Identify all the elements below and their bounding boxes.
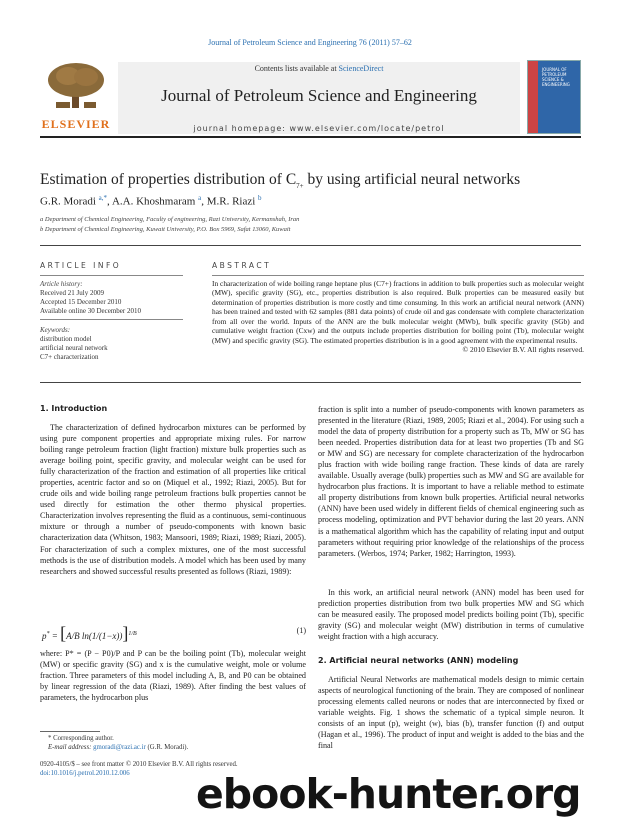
abstract-body (212, 279, 584, 355)
watermark-text: ebook-hunter.org (196, 770, 581, 818)
author-1-mark[interactable]: a,* (98, 194, 108, 202)
keyword-item: artificial neural network (40, 344, 108, 352)
paper-title (40, 171, 520, 190)
journal-title: Journal of Petroleum Science and Engineering (161, 86, 477, 105)
history-accepted: Accepted 15 December 2010 (40, 298, 122, 306)
masthead-rule (40, 136, 581, 138)
elsevier-logo[interactable] (40, 62, 112, 132)
email-link[interactable]: gmoradi@razi.ac.ir (93, 744, 146, 751)
abstract-heading: ABSTRACT (212, 261, 272, 270)
article-info-rule (40, 275, 183, 276)
cover-strip (528, 61, 538, 133)
intro-paragraph-4: In this work, an artificial neural network (ANN) model has been used for prediction properties distribution from two bulk properties MW and SG which can be measured easily. The proposed model predicts boiling point (Tb), specific gravity (SG) and molecular weight (MW) distribution in terms of cumulative weight fraction with a high accuracy. (318, 588, 584, 642)
journal-reference[interactable]: Journal of Petroleum Science and Engineering 76 (2011) 57–62 (208, 38, 412, 47)
author-1[interactable]: G.R. Moradi (40, 195, 96, 208)
history-received: Received 21 July 2009 (40, 289, 104, 297)
email-suffix: (G.R. Moradi). (145, 744, 189, 751)
intro-paragraph-1: The characterization of defined hydrocarbon mixtures can be performed by using pure component properties and appropriate mixing rules. For narrow boiling range petroleum fraction (light fraction) mixture bulk properties such as average boiling point, specific gravity, and molecular weight can be used for fully characterization of the fraction and estimation of all properties like critical properties, acentric factor and so on (Miquel et al., 1992; Riazi, 2005). But for crude oils and wide boiling range petroleum fractions bulk properties cannot be used directly for estimation the other thermo physical properties. Characterization involves representing the fluid as a continuous, semi-continuous mixture or through a number of pseudo-components with known basic characterization data (Whitson, 1983; Mansoori, 1989; Riazi, 1989; Riazi, 2005). For characterization of such a complex mixtures, one of the most successful methods is the use of distribution models. A model which has been used by many researchers and showed successful results presented as follows (Riazi, 1989): (40, 423, 306, 576)
equation-body: p* = [A/B ln(1/(1−x))]$^{1/B}$ (42, 623, 137, 643)
keywords-block (40, 326, 190, 362)
keyword-item: C7+ characterization (40, 353, 99, 361)
corresponding-author-note: * Corresponding author. (48, 735, 114, 742)
author-2[interactable]: A.A. Khoshmaram (111, 195, 196, 208)
abstract-rule (212, 275, 584, 276)
section-2-heading: 2. Artificial neural networks (ANN) modeling (318, 656, 519, 665)
affiliation-a: a Department of Chemical Engineering, Faculty of engineering, Razi University, Kermanshah, Iran (40, 216, 300, 223)
journal-cover-thumbnail[interactable] (527, 60, 581, 134)
sciencedirect-link[interactable]: ScienceDirect (338, 64, 384, 73)
title-suffix: by using artificial neural networks (303, 171, 521, 188)
email-line (48, 743, 308, 752)
keywords-rule (40, 319, 183, 320)
contents-prefix: Contents lists available at (254, 64, 337, 73)
article-history (40, 280, 190, 316)
author-3[interactable]: M.R. Riazi (206, 195, 256, 208)
article-info-heading: ARTICLE INFO (40, 261, 122, 270)
contents-line (118, 64, 520, 73)
ann-paragraph-1: Artificial Neural Networks are mathematical models design to mimic certain aspects of neurological functioning of the brain. They are composed of nonlinear processing elements called neurons or nodes that are interconnected by fixed or variable weights. Fig. 1 shows the schematic of a typical simple neuron. It consists of an input (p), weight (w), bias (b), transfer function (f) and output (Hagan et al., 1996). The product of input and weight is added to the bias and the final (318, 675, 584, 751)
section-1-heading: 1. Introduction (40, 404, 108, 413)
footnote-rule (40, 731, 100, 732)
issn-line: 0920-4105/$ – see front matter © 2010 Elsevier B.V. All rights reserved. (40, 761, 238, 768)
email-label: E-mail address: (48, 744, 92, 751)
intro-paragraph-3: fraction is split into a number of pseudo-components with known parameters as presented in the literature (Riazi, 1989, 2005; Riazi et al., 2004). For using such a model the data of property distribution for a property such as Tb, MW or SG has been needed. Properties distribution data for at least two properties (Tb and SG or MW and SG) are necessary for complete characterization of the hydrocarbon plus fraction with wide boiling range fraction. These kinds of data are rarely available. Usually average (bulk) properties such as MW and SG are available for hydrocarbon plus fractions. It is important to have a reliable method to estimate all property distributions from known bulk properties. Artificial neural networks (ANN) have been used widely in different fields of chemical engineering such as process modeling, optimization and PVT behavior during the last 20 years. ANN is a mathematical algorithm which has the capability of relating input and output parameters without requiring prior knowledge of the relationships of the process parameters. (Werbos, 1974; Parker, 1982; Harrington, 1993). (318, 405, 584, 558)
keywords-label: Keywords: (40, 326, 71, 334)
history-online: Available online 30 December 2010 (40, 307, 141, 315)
footnote (48, 734, 308, 752)
doi-link[interactable]: doi:10.1016/j.petrol.2010.12.006 (40, 770, 130, 777)
equation-number: (1) (296, 626, 306, 635)
affiliation-b: b Department of Chemical Engineering, Kuwait University, P.O. Box 5969, Safat 13060, Kuwait (40, 226, 291, 233)
header-rule (40, 245, 581, 246)
history-label: Article history: (40, 280, 83, 288)
keyword-item: distribution model (40, 335, 92, 343)
body-rule (40, 382, 581, 383)
author-list: G.R. Moradi $^{a,*}$, A.A. Khoshmaram $^a$, M.R. Riazi $^b$ (40, 194, 262, 208)
title-main: Estimation of properties distribution of C (40, 171, 297, 188)
elsevier-tree-icon (46, 62, 106, 110)
author-3-mark[interactable]: b (258, 194, 262, 202)
abstract-copyright: © 2010 Elsevier B.V. All rights reserved. (462, 345, 584, 355)
publisher-name: ELSEVIER (41, 117, 111, 131)
equation-1 (40, 617, 306, 645)
title-subscript: 7+ (296, 182, 304, 191)
journal-homepage[interactable]: journal homepage: www.elsevier.com/locate/petrol (193, 124, 445, 133)
author-2-mark[interactable]: a (198, 194, 202, 202)
cover-title: JOURNAL OF PETROLEUM SCIENCE & ENGINEERING (542, 67, 570, 87)
intro-paragraph-2: where: P* = (P − P0)/P and P can be the boiling point (Tb), molecular weight (MW) or specific gravity (SG) and x is the cumulative weight, mole or volume fraction. Three parameters of this model including A, B, and P0 can be obtained by linear regression of the data (Riazi, 1989). After finding the best values of parameters, the hydrocarbon plus (40, 649, 306, 703)
abstract-text: In characterization of wide boiling range heptane plus (C7+) fractions in addition to bulk properties such as molecular weight (MW), specific gravity (SG), etc., properties distribution is also required. Bulk properties can be measured easily but determination of properties distribution is more costly and time consuming. In this work an artificial neural network (ANN) has been trained and tested with 62 samples (881 data points) of crude oil and gas condensate with complete characterization from all over the world. Inputs of the ANN are the bulk molecular weight (MWb), bulk specific gravity (SGb) and cumulative weight fraction (Cxw) and the outputs include properties distribution for boiling point (Tb), molecular weight (MW) and specific gravity (SG). The estimated properties distribution is in a good agreement with the experimental results. (212, 279, 584, 345)
